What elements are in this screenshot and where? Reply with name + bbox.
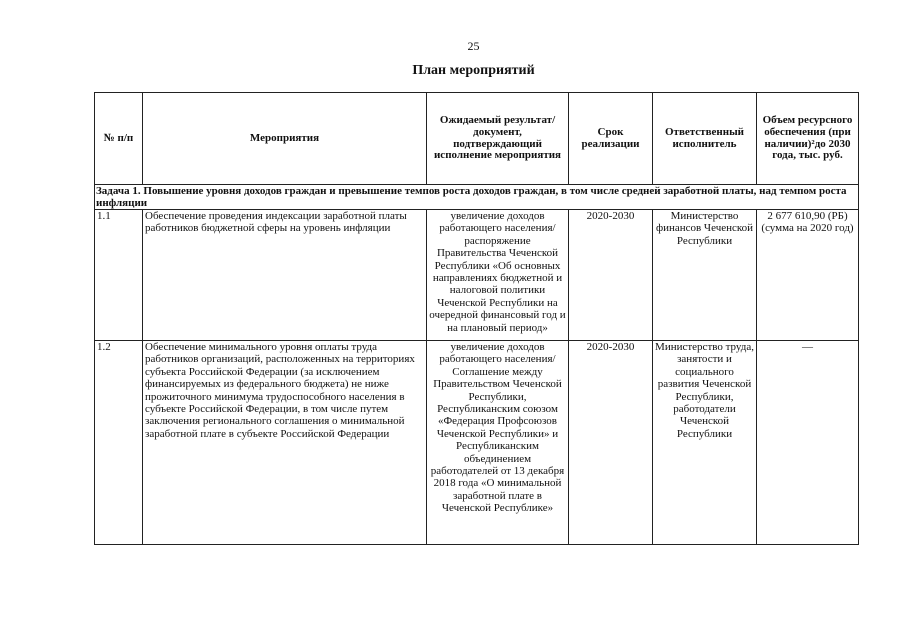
row-measure: Обеспечение проведения индексации заработной платы работников бюджетной сферы на уровень инфляции — [143, 210, 427, 341]
header-result: Ожидаемый результат/ документ, подтверждающий исполнение мероприятия — [427, 93, 569, 185]
row-number: 1.2 — [95, 341, 143, 545]
row-volume: — — [757, 341, 859, 545]
table-row — [95, 210, 859, 341]
row-executor: Министерство труда, занятости и социального развития Чеченской Республики, работодатели Чеченской Республики — [653, 341, 757, 545]
header-measure: Мероприятия — [143, 93, 427, 185]
header-num: № п/п — [95, 93, 143, 185]
task-row — [95, 185, 859, 210]
measures-table — [94, 92, 859, 545]
table-row — [95, 341, 859, 545]
row-executor: Министерство финансов Чеченской Республики — [653, 210, 757, 341]
header-volume: Объем ресурсного обеспечения (при наличии)²до 2030 года, тыс. руб. — [757, 93, 859, 185]
task-1-heading: Задача 1. Повышение уровня доходов граждан и превышение темпов роста доходов граждан, в том числе средней заработной платы, над темпом роста инфляции — [95, 185, 859, 210]
row-volume: 2 677 610,90 (РБ) (сумма на 2020 год) — [757, 210, 859, 341]
header-executor: Ответственный исполнитель — [653, 93, 757, 185]
document-title: План мероприятий — [412, 63, 535, 78]
table-header-row — [95, 93, 859, 185]
header-term: Срок реализации — [569, 93, 653, 185]
row-result: увеличение доходов работающего населения/ распоряжение Правительства Чеченской Республики «Об основных направлениях бюджетной и налоговой политики Чеченской Республики на очередной финансовый год и на плановый период» — [427, 210, 569, 341]
row-result: увеличение доходов работающего населения/ Соглашение между Правительством Чеченской Республики, Республиканским союзом «Федерация Профсоюзов Чеченской Республики» и Республиканским объединением работодателей от 13 декабря 2018 года «О минимальной заработной плате в Чеченской Республике» — [427, 341, 569, 545]
row-term: 2020-2030 — [569, 210, 653, 341]
row-number: 1.1 — [95, 210, 143, 341]
row-measure: Обеспечение минимального уровня оплаты труда работников организаций, расположенных на территориях субъекта Российской Федерации (за исключением финансируемых из федерального бюджета) не ниже прожиточного минимума трудоспособного населения в субъекте Российской Федерации, в том числе путем заключения регионального соглашения о минимальной заработной плате в субъекте Российской Федерации — [143, 341, 427, 545]
page-number: 25 — [467, 39, 480, 53]
row-term: 2020-2030 — [569, 341, 653, 545]
